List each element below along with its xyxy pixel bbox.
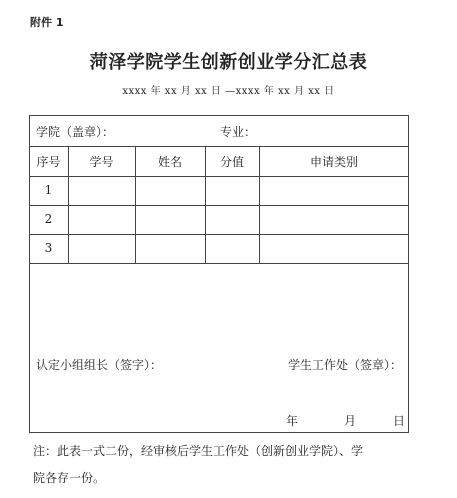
row-number: 1 [44,183,53,197]
column-header: 序号 [36,155,61,169]
row-number: 3 [44,241,53,255]
date-day-label: 日 [393,414,406,428]
attachment-label: 附件 1 [30,16,64,29]
row-divider [29,234,409,235]
major-label: 专业： [220,125,257,139]
column-header: 分值 [219,155,244,169]
page-title: 菏泽学院学生创新创业学分汇总表 [89,52,368,73]
row-divider [29,176,409,177]
row-divider [29,205,409,206]
column-header: 申请类别 [309,155,358,169]
column-header: 姓名 [157,155,182,169]
group-leader-signature-label: 认定小组组长（签字）： [36,358,163,372]
date-month-label: 月 [344,414,357,428]
student-office-seal-label: 学生工作处（签章）： [288,358,403,372]
row-divider [29,146,409,147]
note-line: 注：此表一式二份，经审核后学生工作处（创新创业学院）、学 [33,444,364,458]
date-year-label: 年 [286,414,299,428]
date-range: xxxx 年 xx 月 xx 日 —xxxx 年 xx 月 xx 日 [122,86,335,97]
column-header: 学号 [89,155,114,169]
row-number: 2 [44,212,53,226]
row-divider [29,263,409,264]
college-label: 学院（盖章）： [36,125,115,139]
note-line: 院各存一份。 [33,471,106,485]
